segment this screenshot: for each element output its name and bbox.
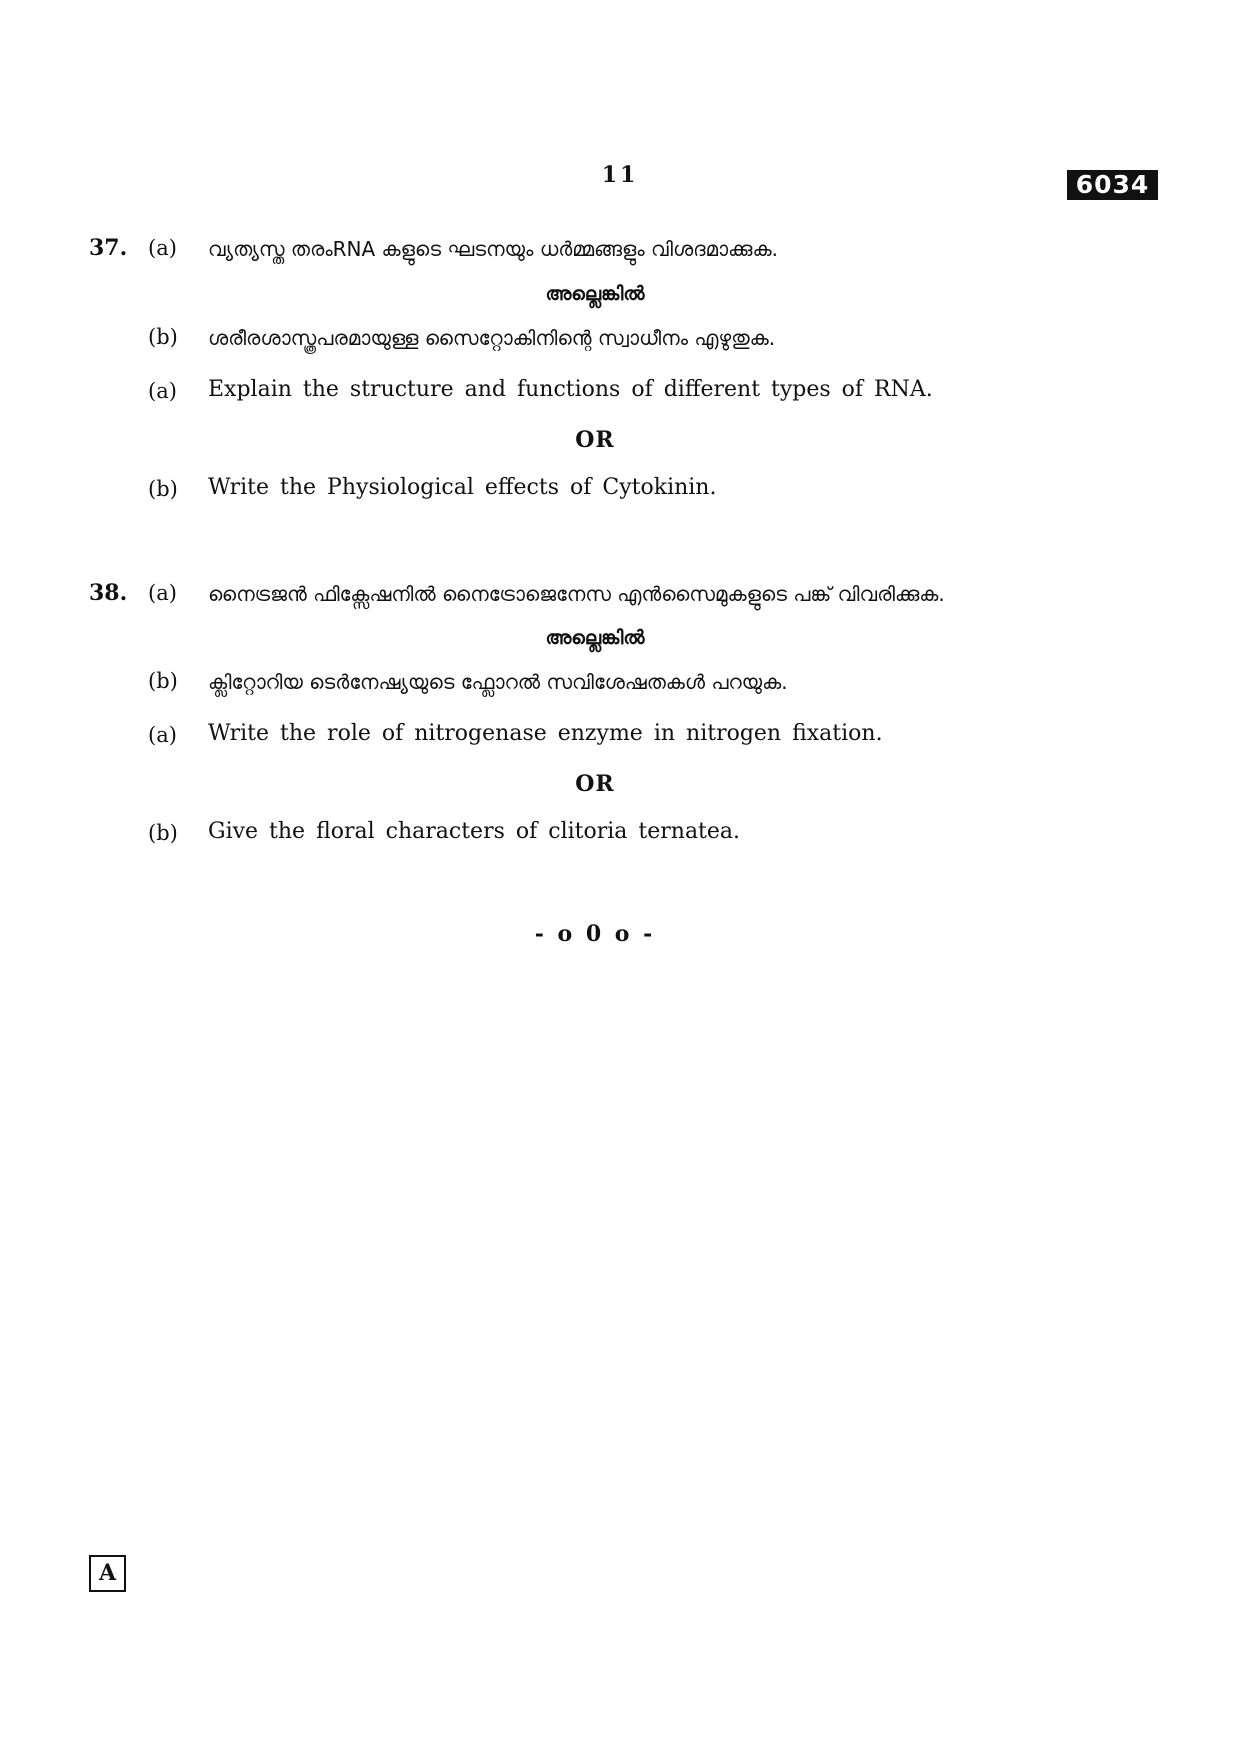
option-label: (b)	[148, 325, 178, 349]
option-label: (a)	[148, 236, 177, 260]
question-text-malayalam: വ്യത്യസ്ത തരംRNA കളുടെ ഘടനയും ധർമ്മങ്ങളും വിശദമാക്കുക.	[208, 237, 778, 261]
option-label: (a)	[148, 723, 177, 747]
question-set-label: A	[89, 1555, 126, 1592]
question-text-malayalam: നൈട്രജൻ ഫിക്സേഷനിൽ നൈട്രോജെനേസ എൻസൈമുകളുടെ പങ്ക് വിവരിക്കുക.	[208, 582, 945, 606]
or-divider: OR	[575, 771, 615, 797]
option-label: (b)	[148, 477, 178, 501]
question-text-malayalam: ശരീരശാസ്ത്രപരമായുള്ള സൈറ്റോകിനിന്റെ സ്വാധീനം എഴുതുക.	[208, 326, 776, 350]
question-text-english: Explain the structure and functions of different types of RNA.	[208, 377, 933, 402]
paper-code-badge: 6034	[1067, 170, 1158, 200]
question-text-malayalam: ക്ലിറ്റോറിയ ടെർനേഷ്യയുടെ ഫ്ലോറൽ സവിശേഷതകൾ പറയുക.	[208, 670, 788, 694]
question-text-english: Write the Physiological effects of Cytokinin.	[208, 475, 717, 500]
question-number: 38.	[89, 580, 128, 606]
page-number: 11	[601, 162, 639, 188]
end-of-paper-mark: - o 0 o -	[534, 921, 656, 947]
option-label: (a)	[148, 581, 177, 605]
option-label: (b)	[148, 821, 178, 845]
option-label: (a)	[148, 379, 177, 403]
or-divider: OR	[575, 427, 615, 453]
question-number: 37.	[89, 235, 128, 261]
or-divider-malayalam: അല്ലെങ്കിൽ	[545, 627, 645, 649]
question-text-english: Give the floral characters of clitoria ternatea.	[208, 819, 741, 844]
question-text-english: Write the role of nitrogenase enzyme in nitrogen fixation.	[208, 721, 883, 746]
or-divider-malayalam: അല്ലെങ്കിൽ	[545, 283, 645, 305]
option-label: (b)	[148, 669, 178, 693]
